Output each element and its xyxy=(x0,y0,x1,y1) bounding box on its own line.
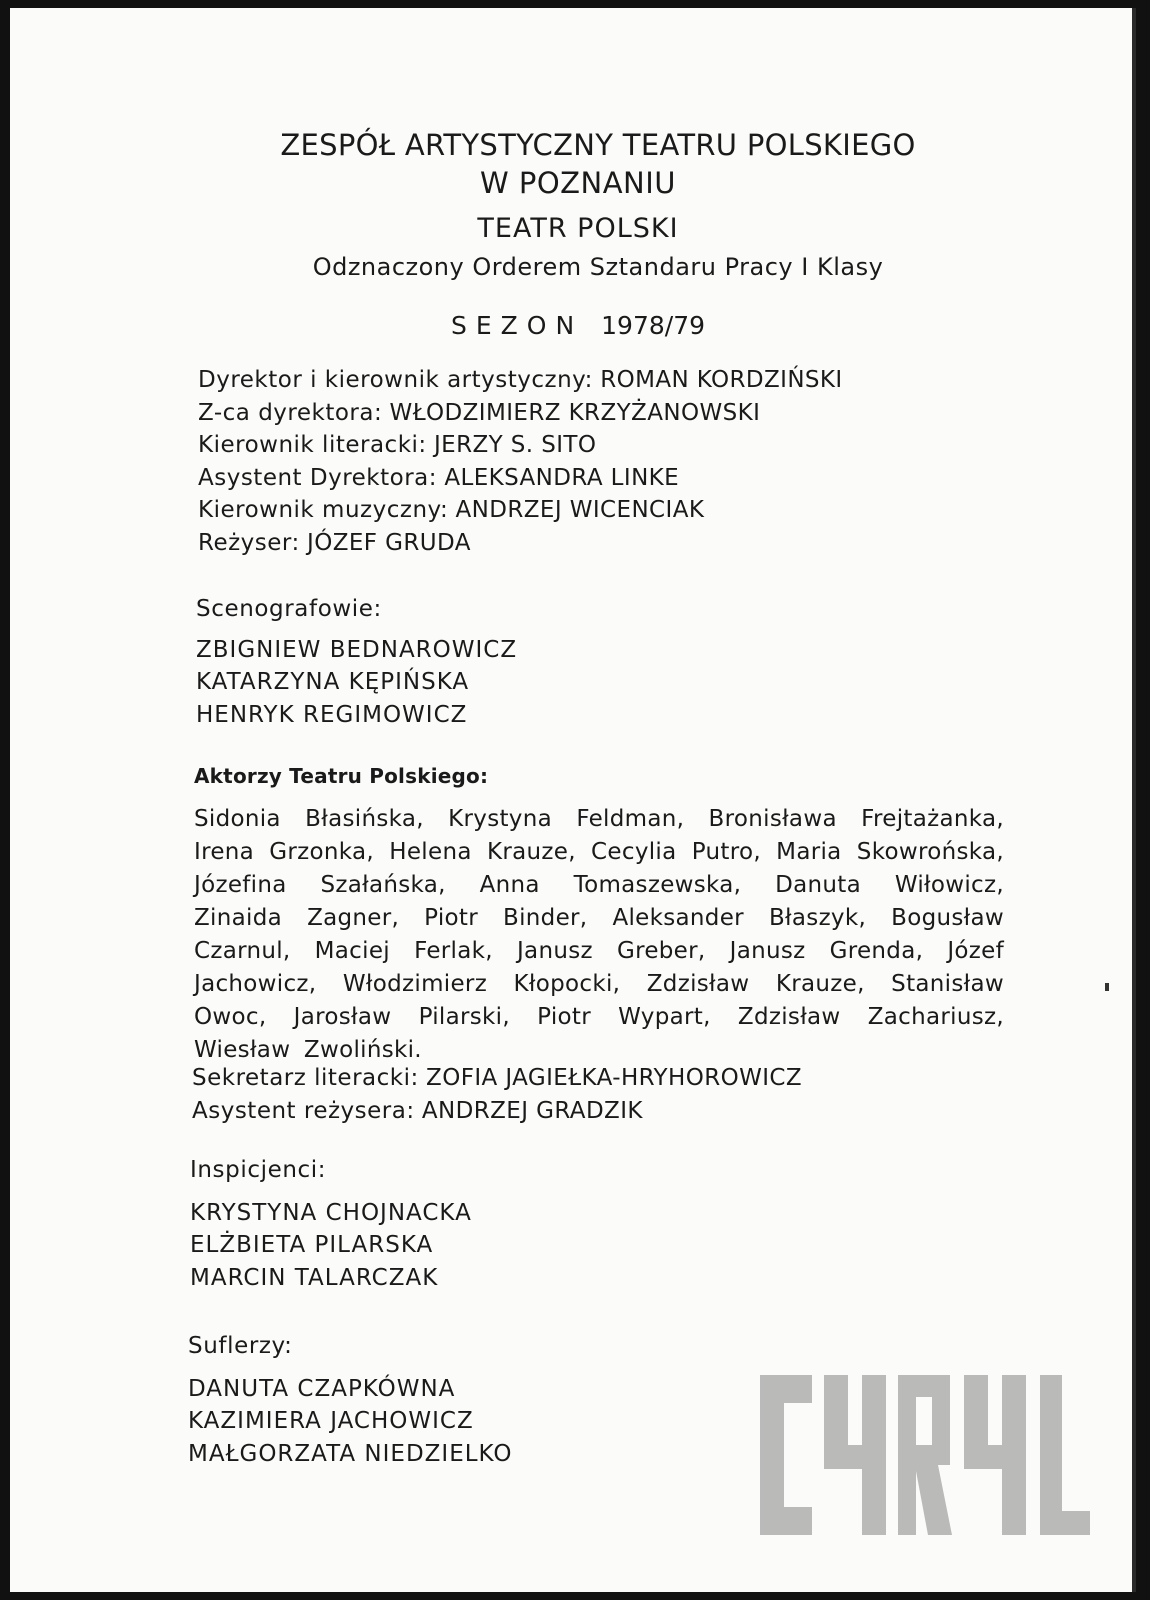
stage-manager-name: ELŻBIETA PILARSKA xyxy=(190,1232,434,1258)
staff-row xyxy=(192,1095,1022,1128)
scenographer-name: ZBIGNIEW BEDNAROWICZ xyxy=(196,636,518,663)
document-page xyxy=(10,8,1136,1592)
management-row xyxy=(198,364,1028,397)
management-row xyxy=(198,397,1028,430)
stage-managers-title: Inspicjenci: xyxy=(190,1157,327,1183)
actors-list: Sidonia Błasińska, Krystyna Feldman, Bronisława Frejtażanka, Irena Grzonka, Helena Krauze, Cecylia Putro, Maria Skowrońska, Józefina Szałańska, Anna Tomaszewska, Danuta Wiłowicz, Zinaida Zagner, Piotr Binder, Aleksander Błaszyk, Bogusław Czarnul, Maciej Ferlak, Janusz Greber, Janusz Grenda, Józef Jachowicz, Włodzimierz Kłopocki, Zdzisław Krauze, Stanisław Owoc, Jarosław Pilarski, Piotr Wypart, Zdzisław Zachariusz, Wiesław Zwoliński. xyxy=(194,805,1004,1063)
role-label: Z-ca dyrektora: xyxy=(198,399,383,426)
management-list xyxy=(198,364,1028,559)
role-label: Asystent reżysera: xyxy=(192,1097,415,1124)
header-line-2: W POZNANIU xyxy=(479,166,677,200)
staff-list xyxy=(192,1062,1022,1127)
prompter-name: MAŁGORZATA NIEDZIELKO xyxy=(188,1440,513,1467)
cyryl-watermark-logo xyxy=(752,1375,1092,1535)
scenographer-name: HENRYK REGIMOWICZ xyxy=(196,701,468,728)
season-word: SEZON xyxy=(450,311,584,340)
staff-row xyxy=(192,1062,1022,1095)
season-year: 1978/79 xyxy=(601,311,706,340)
stage-manager-name: KRYSTYNA CHOJNACKA xyxy=(190,1199,472,1226)
person-name: WŁODZIMIERZ KRZYŻANOWSKI xyxy=(389,399,761,426)
management-row xyxy=(198,494,1028,527)
honour-line: Odznaczony Orderem Sztandaru Pracy I Klasy xyxy=(312,253,884,281)
person-name: ROMAN KORDZIŃSKI xyxy=(600,367,843,393)
actors-section xyxy=(194,760,1024,1067)
role-label: Asystent Dyrektora: xyxy=(198,464,438,491)
role-label: Dyrektor i kierownik artystyczny: xyxy=(198,367,593,393)
theatre-name: TEATR POLSKI xyxy=(477,213,679,244)
actors-title: Aktorzy Teatru Polskiego: xyxy=(194,764,489,788)
prompter-name: KAZIMIERA JACHOWICZ xyxy=(188,1408,474,1434)
management-row xyxy=(198,527,1028,560)
person-name: ALEKSANDRA LINKE xyxy=(444,464,680,491)
role-label: Sekretarz literacki: xyxy=(192,1065,419,1091)
scenographer-name: KATARZYNA KĘPIŃSKA xyxy=(196,669,470,695)
person-name: ZOFIA JAGIEŁKA-HRYHOROWICZ xyxy=(426,1065,803,1091)
person-name: ANDRZEJ GRADZIK xyxy=(421,1097,643,1124)
role-label: Reżyser: xyxy=(198,529,300,556)
header-line-1: ZESPÓŁ ARTYSTYCZNY TEATRU POLSKIEGO xyxy=(280,128,916,162)
management-row xyxy=(198,429,1028,462)
scenographers-section xyxy=(196,593,1026,731)
prompter-name: DANUTA CZAPKÓWNA xyxy=(188,1375,456,1402)
stage-manager-name: MARCIN TALARCZAK xyxy=(190,1264,439,1291)
person-name: ANDRZEJ WICENCIAK xyxy=(455,497,705,523)
person-name: JÓZEF GRUDA xyxy=(307,529,471,556)
person-name: JERZY S. SITO xyxy=(433,432,597,458)
scan-speck xyxy=(1105,983,1109,991)
header xyxy=(10,126,1136,344)
scenographers-title: Scenografowie: xyxy=(196,596,382,622)
management-row xyxy=(198,462,1028,495)
stage-managers-section xyxy=(190,1154,1020,1294)
season-line xyxy=(20,308,1136,344)
role-label: Kierownik muzyczny: xyxy=(198,497,449,523)
prompters-title: Suflerzy: xyxy=(188,1333,293,1359)
role-label: Kierownik literacki: xyxy=(198,432,427,458)
